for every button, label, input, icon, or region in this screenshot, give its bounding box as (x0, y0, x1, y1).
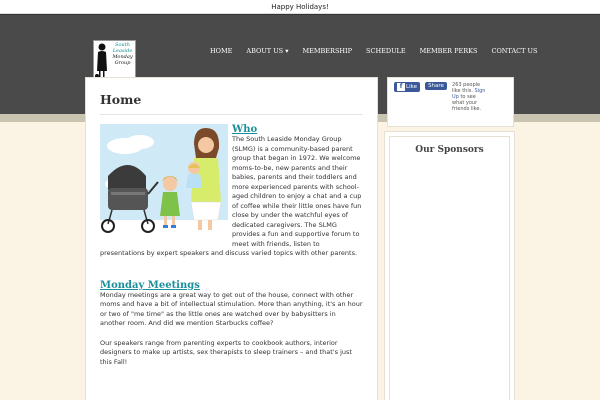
facebook-share-button[interactable] (425, 82, 447, 90)
nav-item-home[interactable]: HOME (210, 47, 233, 55)
page-title: Home (100, 92, 363, 115)
holiday-banner: Happy Holidays! (0, 0, 600, 14)
facebook-share-label: Share (428, 83, 444, 89)
logo-line-4: Group (114, 60, 131, 66)
sponsors-title: Our Sponsors (415, 145, 484, 155)
sponsors-widget (384, 131, 515, 400)
monday-meetings-text: Monday meetings are a great way to get out of the house, connect with other moms and have a bit of intellectual stimulation. More than anything, it's an hour or two of "me time" as the little ones are watched over by babysitters in another room. And did we mention Starbucks coffee? (100, 290, 363, 327)
who-heading[interactable]: Who (232, 124, 258, 135)
nav-item-membership[interactable]: MEMBERSHIP (302, 47, 353, 55)
logo-text (109, 42, 136, 66)
nav-item-schedule[interactable]: SCHEDULE (366, 47, 406, 55)
who-text: The South Leaside Monday Group (SLMG) is a community-based parent group that began in 1972. We welcome moms-to-be, new parents and their babies, parents and their toddlers and more experienced parents with school-aged children to enjoy a chat and a cup of coffee while their little ones have fun close by under the watchful eyes of dedicated caregivers. The SLMG provides a fun and supportive forum to meet with friends, listen to presentations by expert speakers and discuss varied topics with other parents. (100, 135, 362, 257)
main-content (85, 77, 378, 400)
facebook-count-text: 263 people like this. (452, 82, 481, 94)
nav-item-member-perks[interactable]: MEMBER PERKS (419, 47, 478, 55)
main-nav (210, 47, 538, 55)
logo-line-3: Monday (112, 54, 133, 60)
speakers-text: Our speakers range from parenting experts to cookbook authors, interior designers to make up artists, sex therapists to sleep trainers – and that's just this Fall! (100, 338, 352, 366)
mother-children-stroller-illustration (100, 124, 228, 241)
sponsors-panel (389, 136, 510, 400)
facebook-like-count (452, 82, 486, 112)
nav-item-contact-us[interactable]: CONTACT US (491, 47, 538, 55)
facebook-like-button[interactable] (394, 82, 420, 92)
facebook-icon: f (397, 83, 405, 91)
logo-line-1: South (115, 42, 130, 48)
monday-meetings-heading[interactable]: Monday Meetings (100, 279, 200, 291)
nav-item-about-us[interactable]: ABOUT US ▾ (246, 47, 289, 55)
logo-line-2: Leaside (112, 48, 133, 54)
facebook-like-label: Like (406, 84, 417, 90)
facebook-widget (387, 77, 514, 127)
facebook-rest-text: to see what your friends like. (452, 94, 482, 112)
facebook-signup-link[interactable]: Sign Up (452, 88, 486, 100)
